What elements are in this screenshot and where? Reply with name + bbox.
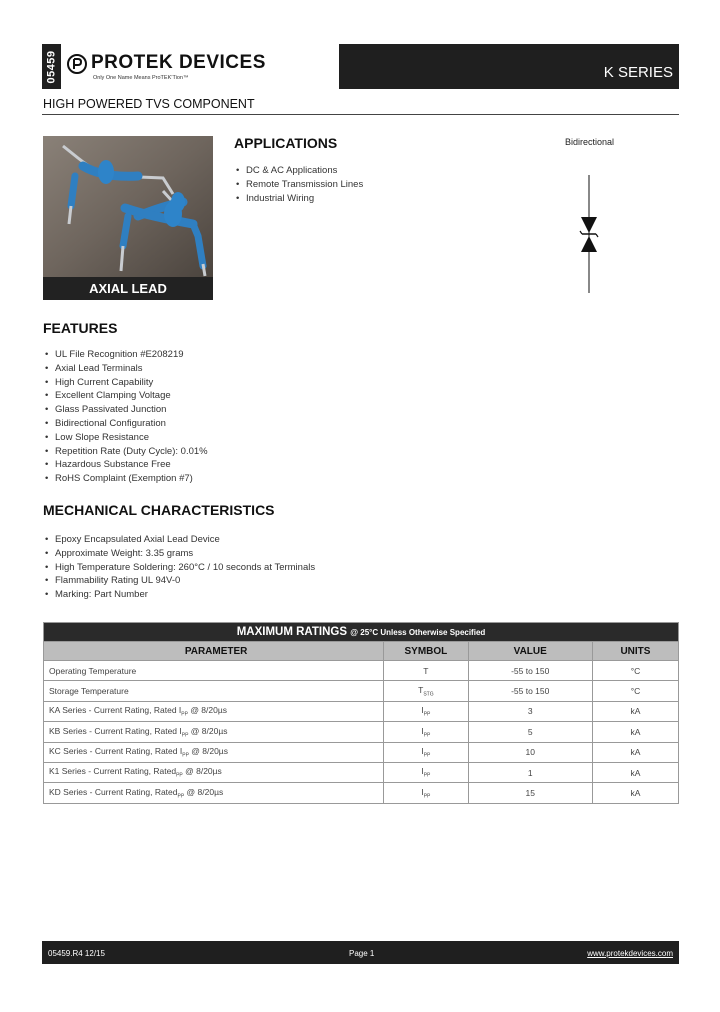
- symbol-subscript: PP: [423, 752, 431, 759]
- table-row: [44, 762, 679, 782]
- list-item: • High Current Capability: [43, 376, 208, 390]
- cell-units: kA: [592, 701, 678, 721]
- brand-name: PROTEK DEVICES: [91, 52, 266, 73]
- list-item: • Flammability Rating UL 94V-0: [43, 574, 315, 588]
- bidirectional-tvs-diode-icon: [570, 175, 610, 293]
- cell-symbol: [384, 661, 468, 681]
- series-label: K SERIES: [603, 64, 673, 81]
- document-footer: [42, 941, 679, 964]
- parameter-text: KB Series - Current Rating, Rated I: [49, 725, 182, 736]
- table-row: [44, 742, 679, 762]
- header-units: UNITS: [592, 642, 678, 661]
- features-list: [43, 348, 208, 486]
- symbol-subscript: PP: [423, 711, 431, 718]
- cell-symbol: [384, 722, 468, 742]
- symbol-text: I: [421, 705, 424, 716]
- cell-parameter: [44, 783, 384, 803]
- list-item: • Hazardous Substance Free: [43, 458, 208, 472]
- parameter-subscript: PP: [182, 752, 189, 759]
- list-item: • Approximate Weight: 3.35 grams: [43, 547, 315, 561]
- cell-units: °C: [592, 681, 678, 701]
- symbol-subscript: PP: [423, 732, 431, 739]
- parameter-subscript: PP: [176, 772, 183, 779]
- parameter-text: Storage Temperature: [49, 686, 129, 697]
- parameter-text: Operating Temperature: [49, 665, 137, 676]
- page-subtitle: HIGH POWERED TVS COMPONENT: [43, 97, 255, 111]
- header-parameter: PARAMETER: [44, 642, 384, 661]
- cell-units: kA: [592, 742, 678, 762]
- footer-website-link[interactable]: www.protekdevices.com: [587, 949, 673, 958]
- parameter-condition: @ 8/20µs: [188, 745, 228, 756]
- symbol-subscript: PP: [423, 793, 431, 800]
- parameter-text: K1 Series - Current Rating, Rated: [49, 766, 177, 777]
- list-item: • Remote Transmission Lines: [234, 178, 363, 192]
- list-item: • RoHS Complaint (Exemption #7): [43, 472, 208, 486]
- cell-parameter: [44, 722, 384, 742]
- header-value: VALUE: [468, 642, 592, 661]
- doc-number: 05459: [45, 49, 58, 84]
- list-item: • Bidirectional Configuration: [43, 417, 208, 431]
- symbol-text: T: [418, 684, 424, 695]
- cell-symbol: [384, 701, 468, 721]
- list-item: • Industrial Wiring: [234, 192, 363, 206]
- cell-units: °C: [592, 661, 678, 681]
- photo-caption: AXIAL LEAD: [89, 281, 167, 296]
- list-item: • Glass Passivated Junction: [43, 403, 208, 417]
- cell-parameter: [44, 681, 384, 701]
- mechanical-title: MECHANICAL CHARACTERISTICS: [43, 502, 275, 518]
- cell-value: 10: [468, 742, 592, 762]
- doc-number-vertical: [42, 44, 61, 89]
- parameter-text: KA Series - Current Rating, Rated I: [49, 705, 182, 716]
- list-item: • DC & AC Applications: [234, 164, 363, 178]
- table-title-text: MAXIMUM RATINGS: [236, 626, 348, 638]
- cell-value: 1: [468, 762, 592, 782]
- table-condition: @ 25°C Unless Otherwise Specified: [350, 628, 486, 637]
- cell-units: kA: [592, 722, 678, 742]
- cell-parameter: [44, 701, 384, 721]
- brand-logo: [61, 44, 339, 89]
- table-row: [44, 661, 679, 681]
- list-item: • UL File Recognition #E208219: [43, 348, 208, 362]
- cell-value: 3: [468, 701, 592, 721]
- mechanical-list: [43, 533, 315, 602]
- table-title: [44, 623, 679, 642]
- header-symbol: SYMBOL: [384, 642, 468, 661]
- symbol-text: I: [421, 745, 424, 756]
- parameter-subscript: PP: [181, 711, 188, 718]
- list-item: • Low Slope Resistance: [43, 431, 208, 445]
- cell-value: 15: [468, 783, 592, 803]
- cell-parameter: [44, 661, 384, 681]
- cell-symbol: [384, 681, 468, 701]
- applications-list: [234, 164, 363, 205]
- list-item: • Marking: Part Number: [43, 588, 315, 602]
- table-row: [44, 681, 679, 701]
- list-item: • Axial Lead Terminals: [43, 362, 208, 376]
- cell-value: 5: [468, 722, 592, 742]
- document-header: [42, 44, 679, 89]
- table-row: [44, 701, 679, 721]
- parameter-condition: @ 8/20µs: [187, 705, 227, 716]
- features-title: FEATURES: [43, 320, 118, 336]
- table-row: [44, 783, 679, 803]
- footer-page-number: Page 1: [349, 949, 375, 958]
- protek-logo-icon: [67, 54, 87, 74]
- brand-tagline: Only One Name Means ProTEK’Tion™: [93, 75, 189, 81]
- list-item: • Excellent Clamping Voltage: [43, 389, 208, 403]
- symbol-label: Bidirectional: [565, 137, 615, 147]
- parameter-subscript: PP: [177, 793, 185, 800]
- applications-title: APPLICATIONS: [234, 135, 338, 151]
- parameter-condition: @ 8/20µs: [184, 786, 224, 797]
- symbol-subscript: PP: [423, 772, 431, 779]
- parameter-subscript: PP: [181, 732, 189, 739]
- cell-parameter: [44, 762, 384, 782]
- list-item: • Epoxy Encapsulated Axial Lead Device: [43, 533, 315, 547]
- parameter-condition: @ 8/20µs: [188, 725, 228, 736]
- axial-lead-component-image: [43, 136, 213, 277]
- parameter-text: KD Series - Current Rating, Rated: [49, 786, 178, 797]
- product-photo: [43, 136, 213, 300]
- cell-value: -55 to 150: [468, 661, 592, 681]
- cell-parameter: [44, 742, 384, 762]
- parameter-condition: @ 8/20µs: [182, 766, 222, 777]
- parameter-text: KC Series - Current Rating, Rated I: [49, 745, 183, 756]
- cell-symbol: [384, 762, 468, 782]
- table-row: [44, 722, 679, 742]
- symbol-text: T: [423, 665, 429, 676]
- cell-units: kA: [592, 783, 678, 803]
- footer-doc-revision: 05459.R4 12/15: [48, 949, 105, 958]
- list-item: • Repetition Rate (Duty Cycle): 0.01%: [43, 445, 208, 459]
- cell-symbol: [384, 783, 468, 803]
- maximum-ratings-table: [43, 622, 679, 804]
- symbol-subscript: STG: [423, 691, 434, 698]
- cell-units: kA: [592, 762, 678, 782]
- cell-value: -55 to 150: [468, 681, 592, 701]
- divider: [42, 114, 679, 115]
- symbol-text: I: [421, 725, 424, 736]
- symbol-text: I: [421, 786, 424, 797]
- cell-symbol: [384, 742, 468, 762]
- symbol-text: I: [421, 766, 424, 777]
- list-item: • High Temperature Soldering: 260°C / 10 seconds at Terminals: [43, 561, 315, 575]
- table-header-row: [44, 642, 679, 661]
